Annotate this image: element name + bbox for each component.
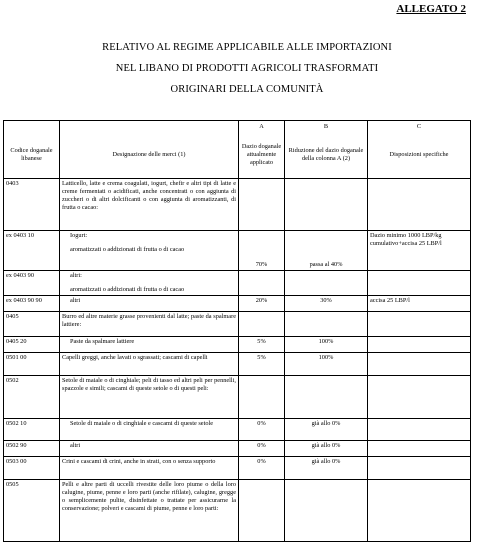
table-row — [4, 480, 471, 542]
designation-text: altri — [70, 442, 81, 449]
tariff-table — [3, 120, 471, 542]
cell-provisions-c — [368, 179, 471, 231]
header-duty-a: Dazio doganale attualmente applicato — [239, 132, 285, 179]
cell-duty-a — [239, 271, 285, 296]
table-row — [4, 337, 471, 353]
column-letter-c: C — [368, 121, 471, 133]
table-row — [4, 296, 471, 312]
title-line-3: ORIGINARI DELLA COMUNITÀ — [170, 84, 324, 95]
cell-reduction-b: 30% — [285, 296, 368, 312]
designation-text: Setole di maiale o di cinghiale; peli di tasso ed altri peli per pennelli, spazzole e simili; cascami di queste setole o di questi peli: — [62, 377, 236, 392]
cell-code: 0502 10 — [4, 419, 60, 441]
cell-designation — [60, 271, 239, 296]
cell-provisions-c — [368, 353, 471, 376]
cell-provisions-c — [368, 441, 471, 457]
cell-duty-a: 70% — [239, 231, 285, 271]
cell-duty-a: 0% — [239, 419, 285, 441]
cell-duty-a: 20% — [239, 296, 285, 312]
table-row — [4, 353, 471, 376]
cell-provisions-c — [368, 419, 471, 441]
cell-reduction-b: già allo 0% — [285, 419, 368, 441]
cell-duty-a: 5% — [239, 353, 285, 376]
cell-reduction-b: già allo 0% — [285, 441, 368, 457]
cell-duty-a: 5% — [239, 337, 285, 353]
cell-reduction-b — [285, 376, 368, 419]
cell-designation — [60, 179, 239, 231]
cell-provisions-c — [368, 271, 471, 296]
designation-text: Pelli e altre parti di uccelli rivestite delle loro piume o della loro calugine, piume, penne e loro parti (anche rifilate), calugine, gregge o semplicemente pulite, disinfettate o trattate per assicurarne la conservazione; polveri e cascami di piume, penne e loro parti: — [62, 481, 236, 512]
cell-provisions-c — [368, 480, 471, 542]
cell-provisions-c — [368, 376, 471, 419]
cell-designation — [60, 457, 239, 480]
table-row — [4, 271, 471, 296]
cell-code: 0405 — [4, 312, 60, 337]
cell-provisions-c: accisa 25 LBP/l — [368, 296, 471, 312]
cell-designation — [60, 337, 239, 353]
cell-code: 0405 20 — [4, 337, 60, 353]
cell-code: 0501 00 — [4, 353, 60, 376]
cell-provisions-c — [368, 337, 471, 353]
table-row — [4, 179, 471, 231]
header-designation: Designazione delle merci (1) — [60, 132, 239, 179]
designation-text: altri: — [70, 272, 82, 279]
designation-text: Burro ed altre materie grasse provenienti dal latte; paste da spalmare lattiere: — [62, 313, 236, 328]
cell-code: 0502 — [4, 376, 60, 419]
annex-label: ALLEGATO 2 — [396, 3, 466, 15]
designation-subtext: aromatizzati o addizionati di frutta o di cacao — [70, 246, 185, 253]
cell-code: 0503 00 — [4, 457, 60, 480]
cell-duty-a — [239, 480, 285, 542]
cell-reduction-b: 100% — [285, 353, 368, 376]
cell-designation — [60, 376, 239, 419]
cell-code: 0502 90 — [4, 441, 60, 457]
header-provisions-c: Disposizioni specifiche — [368, 132, 471, 179]
cell-code: 0403 — [4, 179, 60, 231]
table-body — [4, 179, 471, 542]
cell-reduction-b — [285, 312, 368, 337]
cell-reduction-b — [285, 271, 368, 296]
title-line-2: NEL LIBANO DI PRODOTTI AGRICOLI TRASFORMATI — [115, 63, 379, 74]
cell-provisions-c — [368, 457, 471, 480]
table-row — [4, 419, 471, 441]
cell-designation — [60, 231, 239, 271]
cell-reduction-b — [285, 480, 368, 542]
cell-reduction-b: già allo 0% — [285, 457, 368, 480]
cell-designation — [60, 296, 239, 312]
column-letter-a: A — [239, 121, 285, 133]
cell-provisions-c: Dazio minimo 1000 LBP/kg cumulativo+accisa 25 LBP/l — [368, 231, 471, 271]
designation-text: Latticello, latte e crema coagulati, iogurt, chefir e altri tipi di latte e creme fermentati o acidificati, anche concentrati o con aggiunta di zuccheri o di altri dolcificanti o con aggiunta di aromatizzanti, di frutta o cacao: — [62, 180, 236, 211]
cell-designation — [60, 353, 239, 376]
table-row — [4, 312, 471, 337]
cell-duty-a — [239, 376, 285, 419]
designation-text: Paste da spalmare lattiere — [70, 338, 135, 345]
designation-text: Capelli greggi, anche lavati o sgrassati; cascami di capelli — [62, 354, 208, 361]
cell-duty-a — [239, 312, 285, 337]
cell-designation — [60, 441, 239, 457]
column-letter-b: B — [285, 121, 368, 133]
cell-reduction-b — [285, 179, 368, 231]
cell-duty-a: 0% — [239, 457, 285, 480]
designation-text: Iogurt: — [70, 232, 88, 239]
cell-code: 0505 — [4, 480, 60, 542]
designation-text: Crini e cascami di crini, anche in strati, con o senza supporto — [62, 458, 216, 465]
cell-reduction-b: passa al 40% — [285, 231, 368, 271]
cell-duty-a: 0% — [239, 441, 285, 457]
cell-designation — [60, 480, 239, 542]
designation-text: altri — [70, 297, 81, 304]
cell-duty-a — [239, 179, 285, 231]
table-row — [4, 457, 471, 480]
header-code: Codice doganale libanese — [4, 132, 60, 179]
table-row — [4, 231, 471, 271]
table-row — [4, 441, 471, 457]
cell-reduction-b: 100% — [285, 337, 368, 353]
cell-designation — [60, 419, 239, 441]
designation-text: Setole di maiale o di cinghiale e cascami di queste setole — [70, 420, 214, 427]
designation-subtext: aromatizzati o addizionati di frutta o di cacao — [70, 286, 185, 293]
header-reduction-b: Riduzione del dazio doganale della colonna A (2) — [285, 132, 368, 179]
title-line-1: RELATIVO AL REGIME APPLICABILE ALLE IMPORTAZIONI — [102, 42, 392, 53]
cell-code: ex 0403 90 — [4, 271, 60, 296]
table-row — [4, 376, 471, 419]
cell-code: ex 0403 90 90 — [4, 296, 60, 312]
cell-code: ex 0403 10 — [4, 231, 60, 271]
cell-designation — [60, 312, 239, 337]
cell-provisions-c — [368, 312, 471, 337]
